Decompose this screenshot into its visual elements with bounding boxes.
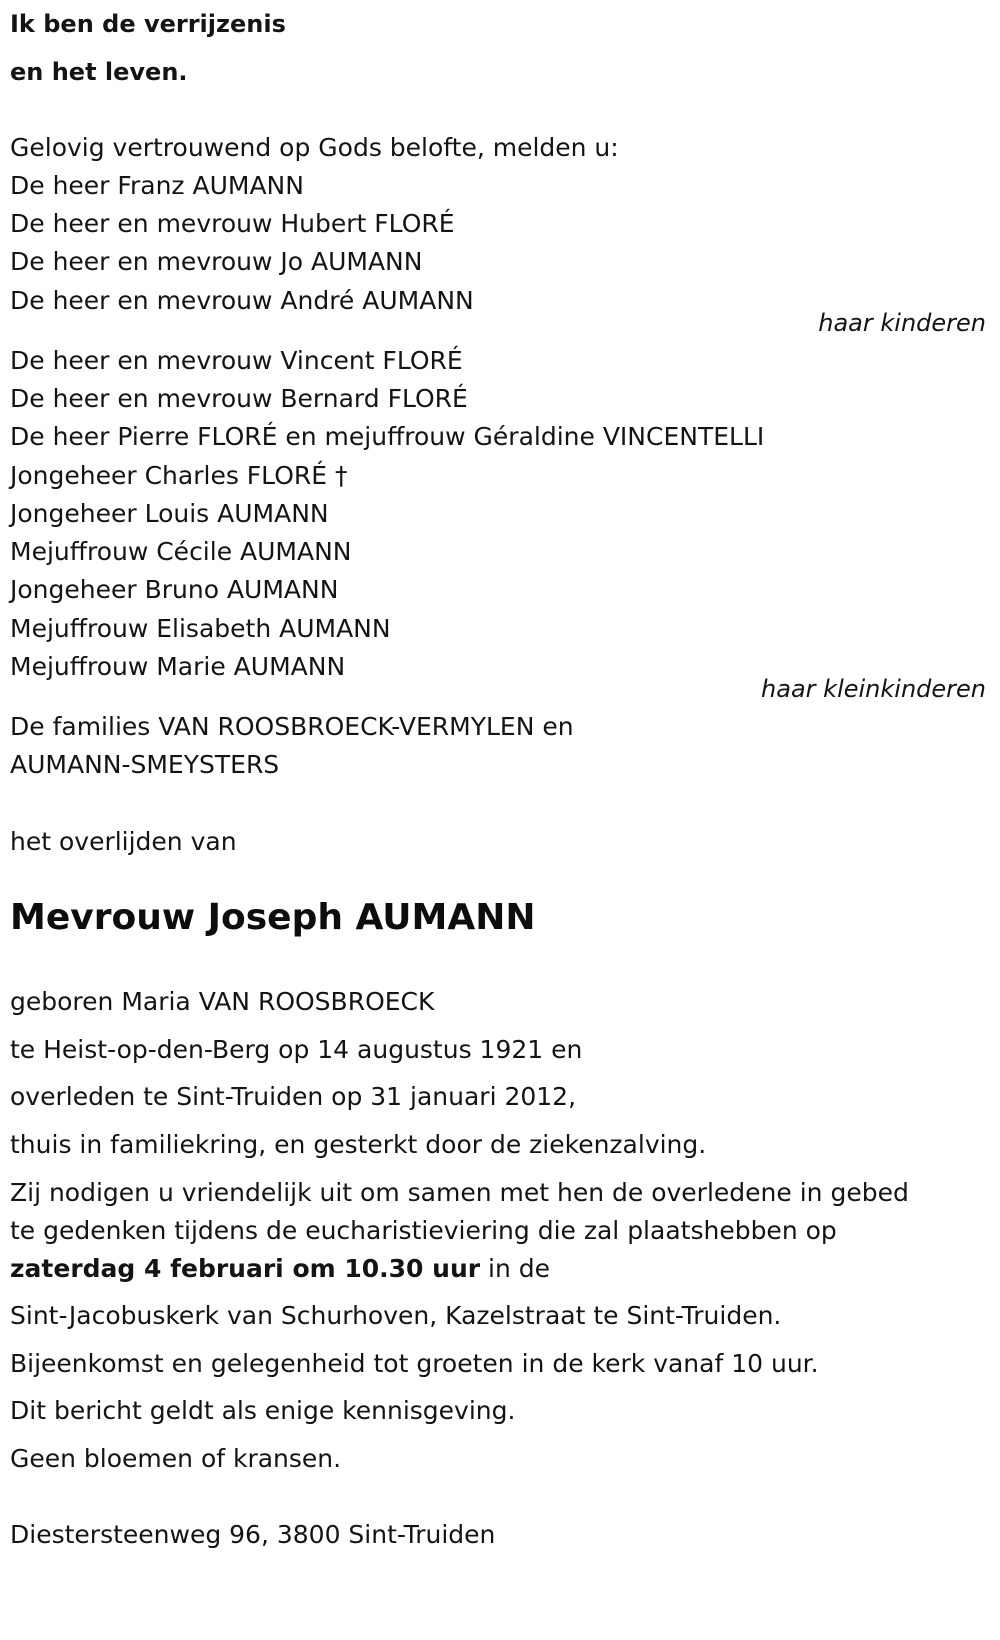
death-intro: het overlijden van [10, 827, 237, 856]
detail-line: geboren Maria VAN ROOSBROECK [10, 987, 435, 1016]
grandchild-line: Jongeheer Charles FLORÉ † [10, 461, 348, 490]
service-date: zaterdag 4 februari om 10.30 uur [10, 1254, 481, 1283]
detail-line: thuis in familiekring, en gesterkt door de ziekenzalving. [10, 1130, 707, 1159]
grandchild-line: Mejuffrouw Marie AUMANN [10, 652, 346, 681]
grandchild-line: De heer en mevrouw Vincent FLORÉ [10, 346, 463, 375]
child-line: De heer en mevrouw Hubert FLORÉ [10, 209, 455, 238]
child-line: De heer en mevrouw André AUMANN [10, 286, 474, 315]
child-line: De heer Franz AUMANN [10, 171, 304, 200]
motto-line-2: en het leven. [10, 58, 188, 86]
families-line-2: AUMANN-SMEYSTERS [10, 750, 280, 779]
grandchild-line: Jongeheer Louis AUMANN [10, 499, 329, 528]
address: Diestersteenweg 96, 3800 Sint-Truiden [10, 1520, 496, 1549]
invitation-line-2: te gedenken tijdens de eucharistieviering die zal plaatshebben op [10, 1216, 837, 1245]
invitation-line-1: Zij nodigen u vriendelijk uit om samen met hen de overledene in gebed [10, 1178, 909, 1207]
grandchild-line: Jongeheer Bruno AUMANN [10, 575, 339, 604]
families-line-1: De families VAN ROOSBROECK-VERMYLEN en [10, 712, 574, 741]
grandchild-line: De heer Pierre FLORÉ en mejuffrouw Géraldine VINCENTELLI [10, 422, 765, 451]
service-location: Sint-Jacobuskerk van Schurhoven, Kazelstraat te Sint-Truiden. [10, 1301, 782, 1330]
invitation-line-3 [10, 1253, 550, 1285]
closing-line: Dit bericht geldt als enige kennisgeving. [10, 1396, 516, 1425]
grandchild-line: De heer en mevrouw Bernard FLORÉ [10, 384, 468, 413]
service-date-suffix: in de [480, 1254, 551, 1283]
grandchild-line: Mejuffrouw Cécile AUMANN [10, 537, 352, 566]
closing-line: Geen bloemen of kransen. [10, 1444, 342, 1473]
child-line: De heer en mevrouw Jo AUMANN [10, 247, 423, 276]
detail-line: te Heist-op-den-Berg op 14 augustus 1921 en [10, 1035, 583, 1064]
grandchildren-label: haar kleinkinderen [761, 675, 986, 703]
grandchild-line: Mejuffrouw Elisabeth AUMANN [10, 614, 391, 643]
closing-line: Bijeenkomst en gelegenheid tot groeten in de kerk vanaf 10 uur. [10, 1349, 819, 1378]
deceased-name: Mevrouw Joseph AUMANN [10, 897, 536, 938]
children-label: haar kinderen [818, 309, 986, 337]
detail-line: overleden te Sint-Truiden op 31 januari 2012, [10, 1082, 577, 1111]
motto-line-1: Ik ben de verrijzenis [10, 10, 286, 38]
intro-text: Gelovig vertrouwend op Gods belofte, melden u: [10, 133, 619, 162]
